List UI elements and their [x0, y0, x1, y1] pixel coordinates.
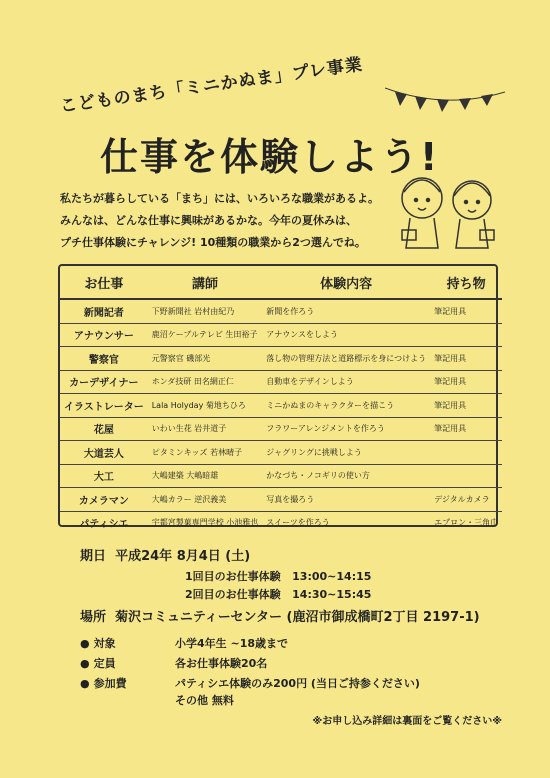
- job-cell: パティシエ: [79, 519, 129, 531]
- items-cell: 筆記用具: [430, 394, 502, 418]
- intro-text: [60, 188, 379, 254]
- job-cell: アナウンサー: [60, 323, 148, 347]
- header-instructor: 講師: [148, 266, 263, 299]
- event-subtitle: こどものまち「ミニかぬま」プレ事業: [58, 54, 365, 117]
- items-cell: エプロン・三角巾: [434, 518, 499, 528]
- content-cell: ミニかぬまのキャラクターを描こう: [262, 394, 430, 418]
- table-row: [60, 370, 502, 394]
- target-value: 小学4年生 ~18歳まで: [175, 637, 289, 650]
- items-cell: 筆記用具: [430, 370, 502, 394]
- items-cell: 筆記用具: [430, 417, 502, 441]
- table-row: [60, 299, 502, 323]
- instructor-cell: 大嶋建築 大嶋暗雄: [148, 464, 263, 488]
- content-cell: ジャグリングに挑戦しよう: [262, 441, 430, 465]
- capacity-value: 各お仕事体験20名: [175, 657, 268, 670]
- date-label: 期日: [80, 549, 107, 564]
- items-cell: 筆記用具: [430, 299, 502, 323]
- instructor-cell: 大嶋カラー 逆沢義美: [148, 488, 263, 512]
- items-cell: [430, 323, 502, 347]
- job-cell: 新聞記者: [60, 299, 148, 323]
- target-label: ● 対象: [80, 635, 116, 651]
- header-job: お仕事: [60, 266, 148, 299]
- venue-row: [80, 606, 480, 625]
- instructor-cell: 元警察官 磯部光: [148, 347, 263, 371]
- header-items: 持ち物: [430, 266, 502, 299]
- session-1-label: 1回目のお仕事体験: [185, 570, 281, 583]
- instructor-cell: ホンダ技研 田名網正仁: [148, 370, 263, 394]
- instructor-cell: Lala Holyday 菊地ちひろ: [148, 394, 263, 418]
- fee-label: ● 参加費: [80, 675, 127, 691]
- children-illustration-icon: [392, 158, 502, 258]
- session-2-time: 14:30~15:45: [292, 588, 372, 601]
- intro-line-2: みんなは、どんな仕事に興味があるかな。今年の夏休みは、: [60, 214, 357, 227]
- job-cell: カーデザイナー: [60, 370, 148, 394]
- content-cell: スイーツを作ろう: [266, 518, 330, 528]
- table-row: [60, 488, 502, 512]
- table-row: [60, 394, 502, 418]
- items-cell: [430, 464, 502, 488]
- items-cell: デジタルカメラ: [430, 488, 502, 512]
- capacity-label: ● 定員: [80, 655, 116, 671]
- intro-line-1: 私たちが暮らしている「まち」には、いろいろな職業があるよ。: [60, 192, 379, 205]
- content-cell: アナウンスをしよう: [262, 323, 430, 347]
- job-cell: イラストレーター: [60, 394, 148, 418]
- table-header-row: [60, 266, 502, 299]
- date-row: [80, 545, 250, 564]
- table-row: [60, 441, 502, 465]
- items-cell: 筆記用具: [430, 347, 502, 371]
- page-title: 仕事を体験しよう!: [100, 135, 440, 179]
- content-cell: 新聞を作ろう: [262, 299, 430, 323]
- table-row: [60, 464, 502, 488]
- date-value: 平成24年 8月4日 (土): [115, 549, 251, 564]
- session-1-time: 13:00~14:15: [292, 570, 372, 583]
- session-2: [185, 586, 371, 602]
- job-cell: 花屋: [60, 417, 148, 441]
- header-content: 体験内容: [262, 266, 430, 299]
- job-cell: 大工: [60, 464, 148, 488]
- fee-value-2: その他 無料: [175, 694, 234, 707]
- footer-note: ※お申し込み詳細は裏面をご覧ください※: [312, 716, 502, 727]
- job-cell: 大道芸人: [60, 441, 148, 465]
- content-cell: かなづち・ノコギリの使い方: [262, 464, 430, 488]
- table-row: [60, 347, 502, 371]
- session-2-label: 2回目のお仕事体験: [185, 588, 281, 601]
- content-cell: 自動車をデザインしよう: [262, 370, 430, 394]
- instructor-cell: 宇都宮製菓専門学校 小池雅也: [151, 518, 259, 528]
- venue-value: 菊沢コミュニティーセンター (鹿沼市御成橋町2丁目 2197-1): [115, 610, 480, 625]
- job-cell: 警察官: [60, 347, 148, 371]
- instructor-cell: いわい生花 岩井道子: [148, 417, 263, 441]
- job-cell: カメラマン: [60, 488, 148, 512]
- session-1: [185, 568, 371, 584]
- items-cell: [430, 441, 502, 465]
- table-row: [60, 511, 502, 534]
- job-table: [58, 264, 499, 531]
- content-cell: フラワーアレンジメントを作ろう: [262, 417, 430, 441]
- content-cell: 落し物の管理方法と道路標示を身につけよう: [262, 347, 430, 371]
- instructor-cell: ピタミンキッズ 若林晴子: [148, 441, 263, 465]
- table-row: [60, 323, 502, 347]
- intro-line-3: プチ仕事体験にチャレンジ! 10種類の職業から2つ選んでね。: [60, 236, 366, 249]
- instructor-cell: 鹿沼ケーブルテレビ 生田裕子: [148, 323, 263, 347]
- venue-label: 場所: [80, 610, 107, 625]
- bunting-flags-icon: [385, 80, 505, 120]
- content-cell: 写真を撮ろう: [262, 488, 430, 512]
- fee-value-1: パティシエ体験のみ200円 (当日ご持参ください): [175, 677, 420, 690]
- table-row: [60, 417, 502, 441]
- instructor-cell: 下野新聞社 岩村由紀乃: [148, 299, 263, 323]
